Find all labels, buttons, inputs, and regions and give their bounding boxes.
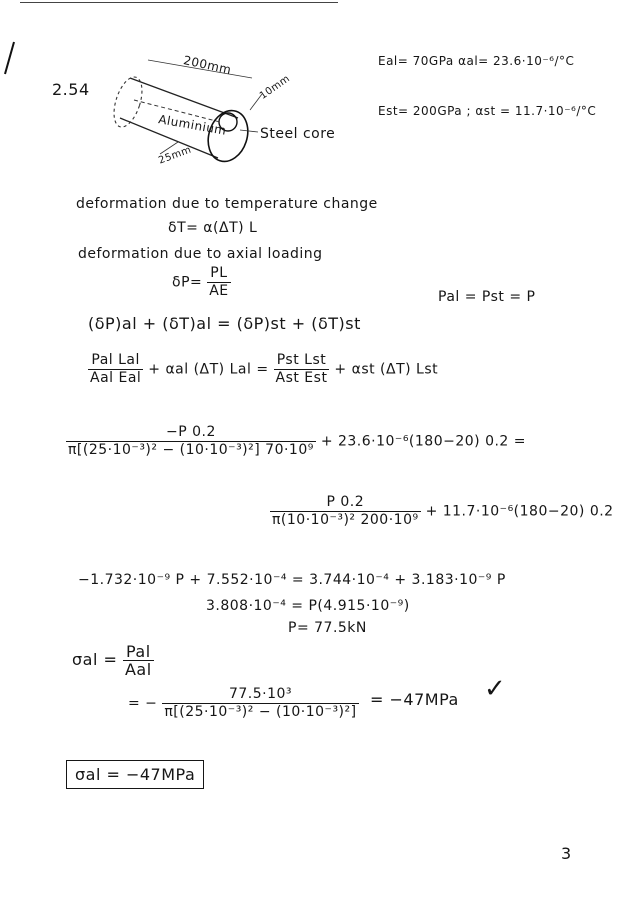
equation-axial-deformation — [172, 265, 231, 300]
page-number: 3 — [561, 844, 572, 863]
equation-compatibility: (δP)al + (δT)al = (δP)st + (δT)st — [88, 314, 361, 333]
st-fraction — [274, 352, 330, 387]
final-answer-box: σal = −47MPa — [66, 760, 204, 789]
problem-number: 2.54 — [52, 80, 90, 99]
numeric-right-denominator: π(10·10⁻³)² 200·10⁹ — [272, 512, 419, 528]
st-denominator: Ast Est — [275, 370, 328, 386]
stress-denominator: Aal — [124, 660, 152, 679]
axial-lhs: δP= — [172, 274, 203, 291]
stress-numeric-fraction — [162, 686, 358, 721]
equation-simplified: −1.732·10⁻⁹ P + 7.552·10⁻⁴ = 3.744·10⁻⁴ + 3.183·10⁻⁹ P — [78, 572, 506, 588]
axial-fraction — [207, 265, 230, 300]
equation-thermal-deformation: δT= α(ΔT) L — [168, 220, 258, 236]
equation-stress-numeric — [128, 686, 359, 721]
steel-properties: Est= 200GPa ; αst = 11.7·10⁻⁶/°C — [378, 104, 597, 118]
label-steel-core: Steel core — [260, 126, 336, 142]
label-aluminium: Aluminium — [157, 112, 228, 138]
stress-numeric-denominator: π[(25·10⁻³)² − (10·10⁻³)²] — [164, 704, 357, 720]
heading-axial-deformation: deformation due to axial loading — [78, 246, 323, 262]
stress-numeric-numerator: 77.5·10³ — [162, 686, 358, 704]
dim-outer: 25mm — [157, 144, 194, 167]
margin-mark — [2, 40, 16, 80]
axial-denominator: AE — [209, 283, 229, 299]
al-thermal-term: + αal (ΔT) Lal = — [148, 361, 269, 378]
stress-numerator: Pal — [123, 643, 154, 661]
stress-lhs: σal = — [72, 650, 118, 669]
aluminium-properties: Eal= 70GPa αal= 23.6·10⁻⁶/°C — [378, 54, 575, 68]
numeric-right-numerator: P 0.2 — [270, 494, 421, 512]
st-thermal-term: + αst (ΔT) Lst — [334, 361, 439, 378]
heading-temperature-deformation: deformation due to temperature change — [76, 196, 378, 212]
st-numerator: Pst Lst — [274, 352, 330, 370]
equation-stress-definition — [72, 643, 154, 678]
equation-compatibility-expanded — [88, 352, 438, 387]
al-fraction — [88, 352, 143, 387]
numeric-left-numerator: −P 0.2 — [66, 424, 316, 442]
stress-result: = −47MPa — [370, 690, 459, 709]
numeric-left-thermal: + 23.6·10⁻⁶(180−20) 0.2 = — [320, 433, 527, 450]
axial-numerator: PL — [207, 265, 230, 283]
numeric-right-fraction — [270, 494, 421, 529]
result-p: P= 77.5kN — [288, 620, 367, 636]
al-denominator: Aal Eal — [90, 370, 142, 386]
stress-sign: = − — [128, 695, 158, 712]
numeric-right-thermal: + 11.7·10⁻⁶(180−20) 0.2 — [425, 503, 614, 520]
equation-solve-p: 3.808·10⁻⁴ = P(4.915·10⁻⁹) — [206, 598, 410, 614]
dim-core: 10mm — [257, 73, 293, 102]
equation-numeric-left — [66, 424, 526, 459]
scan-edge — [20, 2, 338, 3]
dim-length: 200mm — [182, 53, 233, 77]
equation-numeric-right — [270, 494, 614, 529]
numeric-left-fraction — [66, 424, 316, 459]
stress-fraction — [123, 643, 154, 678]
checkmark-icon: ✓ — [484, 674, 507, 704]
equation-force-equality: Pal = Pst = P — [438, 289, 536, 305]
numeric-left-denominator: π[(25·10⁻³)² − (10·10⁻³)²] 70·10⁹ — [68, 442, 314, 458]
al-numerator: Pal Lal — [88, 352, 143, 370]
